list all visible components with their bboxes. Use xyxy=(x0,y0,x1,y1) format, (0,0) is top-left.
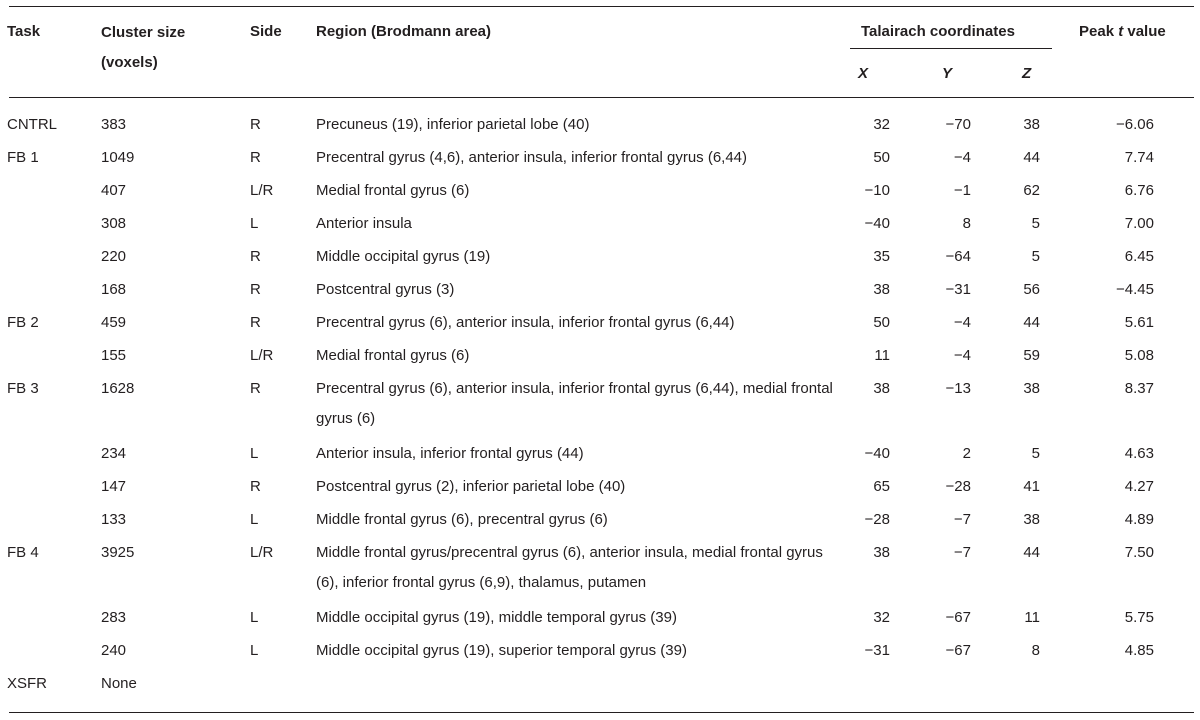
cell-y: 2 xyxy=(962,445,971,462)
cell-task: CNTRL xyxy=(7,116,58,133)
cell-region: Middle frontal gyrus (6), precentral gyrus (6) xyxy=(316,511,608,528)
cell-region: Precuneus (19), inferior parietal lobe (40) xyxy=(316,116,590,133)
cell-side: L/R xyxy=(250,182,274,199)
cell-x: 32 xyxy=(873,116,890,133)
cell-peak-t: 5.61 xyxy=(1124,314,1154,331)
cell-side: L xyxy=(250,511,259,528)
cell-y: −4 xyxy=(953,347,971,364)
cell-cluster-size: 407 xyxy=(101,182,127,199)
cell-side: L xyxy=(250,445,259,462)
cell-cluster-size: 383 xyxy=(101,116,127,133)
cell-region: Anterior insula, inferior frontal gyrus (44) xyxy=(316,445,584,462)
cell-cluster-size: 155 xyxy=(101,347,127,364)
cell-cluster-size: None xyxy=(101,675,137,692)
cell-cluster-size: 1628 xyxy=(101,380,135,397)
cell-x: 65 xyxy=(873,478,890,495)
cell-y: −67 xyxy=(945,642,971,659)
cell-side: R xyxy=(250,281,261,298)
cell-cluster-size: 459 xyxy=(101,314,127,331)
cell-y: −1 xyxy=(953,182,971,199)
cell-x: 35 xyxy=(873,248,890,265)
cell-peak-t: −6.06 xyxy=(1116,116,1154,133)
cell-y: −13 xyxy=(945,380,971,397)
cell-x: −28 xyxy=(864,511,890,528)
cell-z: 56 xyxy=(1023,281,1040,298)
header-cluster-size xyxy=(101,18,185,78)
cell-z: 44 xyxy=(1023,544,1040,561)
header-x: X xyxy=(858,65,869,82)
header-peak-t: t xyxy=(1118,23,1124,40)
cell-cluster-size: 308 xyxy=(101,215,127,232)
cell-side: L/R xyxy=(250,347,274,364)
talairach-subheader-rule xyxy=(850,48,1052,49)
cell-y: −4 xyxy=(953,314,971,331)
cell-x: 38 xyxy=(873,544,890,561)
cell-region: Middle occipital gyrus (19) xyxy=(316,248,491,265)
header-bottom-rule xyxy=(9,97,1194,98)
header-cluster-size-label: Cluster size xyxy=(101,24,186,41)
cell-x: 38 xyxy=(873,281,890,298)
cell-x: −40 xyxy=(864,445,890,462)
cell-peak-t: 6.45 xyxy=(1124,248,1154,265)
cell-peak-t: 4.85 xyxy=(1124,642,1154,659)
cell-region: Middle frontal gyrus/precentral gyrus (6), anterior insula, medial frontal gyrus (6), inferior frontal gyrus (6,9), thalamus, putamen xyxy=(316,544,823,591)
cell-y: −64 xyxy=(945,248,971,265)
cell-side: R xyxy=(250,314,261,331)
cell-side: R xyxy=(250,116,261,133)
cell-side: R xyxy=(250,149,261,166)
header-task: Task xyxy=(7,23,41,40)
cell-peak-t: 8.37 xyxy=(1124,380,1154,397)
cell-z: 44 xyxy=(1023,314,1040,331)
header-z: Z xyxy=(1022,65,1032,82)
cell-cluster-size: 234 xyxy=(101,445,127,462)
cell-y: −7 xyxy=(953,511,971,528)
cell-task: FB 4 xyxy=(7,544,39,561)
cell-z: 44 xyxy=(1023,149,1040,166)
table-top-rule xyxy=(9,6,1194,7)
cell-y: −28 xyxy=(945,478,971,495)
cell-side: R xyxy=(250,478,261,495)
cell-side: L/R xyxy=(250,544,274,561)
cell-task: FB 1 xyxy=(7,149,39,166)
cell-y: −7 xyxy=(953,544,971,561)
cell-z: 11 xyxy=(1024,609,1040,626)
cell-region: Precentral gyrus (4,6), anterior insula, inferior frontal gyrus (6,44) xyxy=(316,149,748,166)
cell-cluster-size: 147 xyxy=(101,478,127,495)
cell-peak-t: 7.00 xyxy=(1124,215,1154,232)
header-region: Region (Brodmann area) xyxy=(316,23,492,40)
header-y: Y xyxy=(942,65,953,82)
cell-z: 5 xyxy=(1031,215,1040,232)
cell-z: 62 xyxy=(1023,182,1040,199)
cell-peak-t: 4.89 xyxy=(1124,511,1154,528)
cell-cluster-size: 283 xyxy=(101,609,127,626)
cell-peak-t: 7.50 xyxy=(1124,544,1154,561)
cell-cluster-size: 1049 xyxy=(101,149,135,166)
cell-z: 5 xyxy=(1031,445,1040,462)
cell-region: Medial frontal gyrus (6) xyxy=(316,182,470,199)
cell-region: Middle occipital gyrus (19), middle temporal gyrus (39) xyxy=(316,609,677,626)
cell-z: 59 xyxy=(1023,347,1040,364)
cell-z: 8 xyxy=(1031,642,1040,659)
cell-side: R xyxy=(250,380,261,397)
cell-task: FB 3 xyxy=(7,380,39,397)
cell-side: L xyxy=(250,215,259,232)
cell-cluster-size: 220 xyxy=(101,248,127,265)
cell-region: Middle occipital gyrus (19), superior temporal gyrus (39) xyxy=(316,642,687,659)
cell-z: 38 xyxy=(1023,116,1040,133)
header-peak-prefix: Peak xyxy=(1079,23,1119,40)
cell-region: Postcentral gyrus (3) xyxy=(316,281,455,298)
cell-peak-t: −4.45 xyxy=(1116,281,1154,298)
cell-region: Medial frontal gyrus (6) xyxy=(316,347,470,364)
cell-z: 38 xyxy=(1023,511,1040,528)
cell-peak-t: 7.74 xyxy=(1124,149,1154,166)
header-peak-t-value xyxy=(1079,18,1166,46)
cell-peak-t: 6.76 xyxy=(1124,182,1154,199)
cell-cluster-size: 133 xyxy=(101,511,127,528)
cell-region: Anterior insula xyxy=(316,215,412,232)
cell-z: 38 xyxy=(1023,380,1040,397)
cell-x: −31 xyxy=(864,642,890,659)
cell-task: FB 2 xyxy=(7,314,39,331)
cell-y: −4 xyxy=(953,149,971,166)
cell-region: Postcentral gyrus (2), inferior parietal lobe (40) xyxy=(316,478,626,495)
cell-cluster-size: 3925 xyxy=(101,544,135,561)
header-side: Side xyxy=(250,23,282,40)
cell-side: R xyxy=(250,248,261,265)
header-peak-suffix: value xyxy=(1123,23,1166,40)
cell-z: 41 xyxy=(1023,478,1040,495)
cell-x: 38 xyxy=(873,380,890,397)
cell-peak-t: 5.08 xyxy=(1124,347,1154,364)
cell-cluster-size: 168 xyxy=(101,281,127,298)
header-cluster-size-unit: (voxels) xyxy=(101,54,158,71)
cell-x: 50 xyxy=(873,149,890,166)
cell-y: 8 xyxy=(962,215,971,232)
cell-region: Precentral gyrus (6), anterior insula, inferior frontal gyrus (6,44) xyxy=(316,314,735,331)
cell-task: XSFR xyxy=(7,675,48,692)
cell-x: 11 xyxy=(874,347,890,364)
cell-peak-t: 4.63 xyxy=(1124,445,1154,462)
cell-peak-t: 4.27 xyxy=(1124,478,1154,495)
cell-y: −31 xyxy=(945,281,971,298)
cell-side: L xyxy=(250,642,259,659)
cell-y: −67 xyxy=(945,609,971,626)
cell-x: 50 xyxy=(873,314,890,331)
cell-peak-t: 5.75 xyxy=(1124,609,1154,626)
cell-z: 5 xyxy=(1031,248,1040,265)
table-bottom-rule xyxy=(9,712,1194,713)
cell-side: L xyxy=(250,609,259,626)
cell-x: 32 xyxy=(873,609,890,626)
header-talairach: Talairach coordinates xyxy=(861,23,1015,40)
cell-x: −40 xyxy=(864,215,890,232)
cell-region: Precentral gyrus (6), anterior insula, inferior frontal gyrus (6,44), medial frontal gyrus (6) xyxy=(316,380,833,427)
cell-y: −70 xyxy=(945,116,971,133)
cell-x: −10 xyxy=(864,182,890,199)
cell-cluster-size: 240 xyxy=(101,642,127,659)
